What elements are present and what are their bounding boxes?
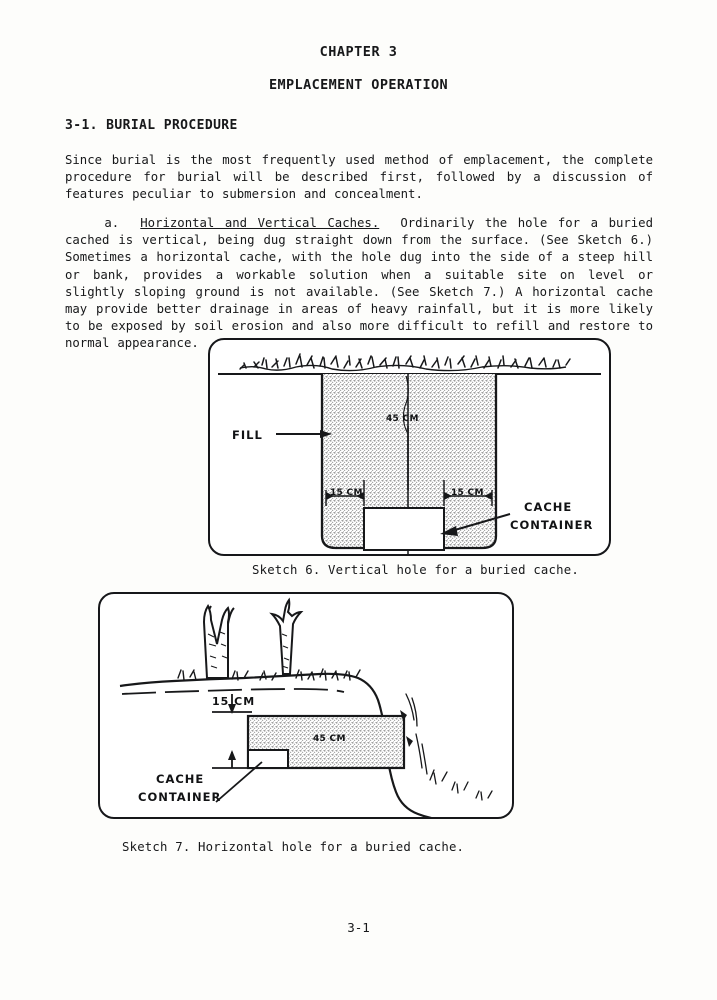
- paragraph-intro: Since burial is the most frequently used method of emplacement, the complete procedure for burial will be described first, followed by a discussion of features peculiar to submersion and concealment.: [65, 153, 653, 202]
- paragraph-run-in-heading: Horizontal and Vertical Caches.: [140, 216, 380, 230]
- paragraph-horizontal-and-vertical-caches: [65, 215, 653, 353]
- chapter-title: CHAPTER 3: [319, 44, 398, 60]
- sketch-7-length-label: 45 CM: [313, 734, 346, 744]
- sketch-6-left-width-label: 15 CM: [330, 488, 363, 498]
- sketch-6-cache-container-label-line1: CACHE: [524, 500, 573, 514]
- paragraph-body-text: Ordinarily the hole for a buried cached is vertical, being dug straight down from the surface. (See Sketch 6.) Sometimes a horizontal cache, with the hole dug into the side of a steep hill or bank, provides a workable solution when a suitable site on level or slightly sloping ground is not available. (See Sketch 7.) A horizontal cache may provide better drainage in areas of heavy rainfall, but it is more likely to be exposed by soil erosion and also more difficult to refill and restore to normal appearance.: [65, 216, 653, 351]
- chapter-subtitle: EMPLACEMENT OPERATION: [268, 77, 449, 93]
- sketch-6-cache-container-label-line2: CONTAINER: [510, 518, 594, 532]
- sketch-6-right-width-label: 15 CM: [451, 488, 484, 498]
- sketch-7-cache-container-label-line2: CONTAINER: [138, 790, 222, 804]
- sketch-7-depth-label: 15 CM: [212, 695, 256, 708]
- sketch-6-depth-label: 45 CM: [386, 414, 419, 424]
- sketch-7-figure: [98, 592, 514, 819]
- sketch-6-caption: Sketch 6. Vertical hole for a buried cache.: [252, 563, 579, 577]
- sketch-7-cache-container-label-line1: CACHE: [156, 772, 205, 786]
- paragraph-item-letter: a.: [104, 216, 120, 230]
- page-number: 3-1: [347, 920, 370, 935]
- sketch-7-caption: Sketch 7. Horizontal hole for a buried cache.: [122, 840, 465, 854]
- sketch-6-fill-label: FILL: [232, 428, 263, 442]
- sketch-6-figure: [208, 338, 611, 556]
- section-heading: 3-1. BURIAL PROCEDURE: [65, 118, 238, 133]
